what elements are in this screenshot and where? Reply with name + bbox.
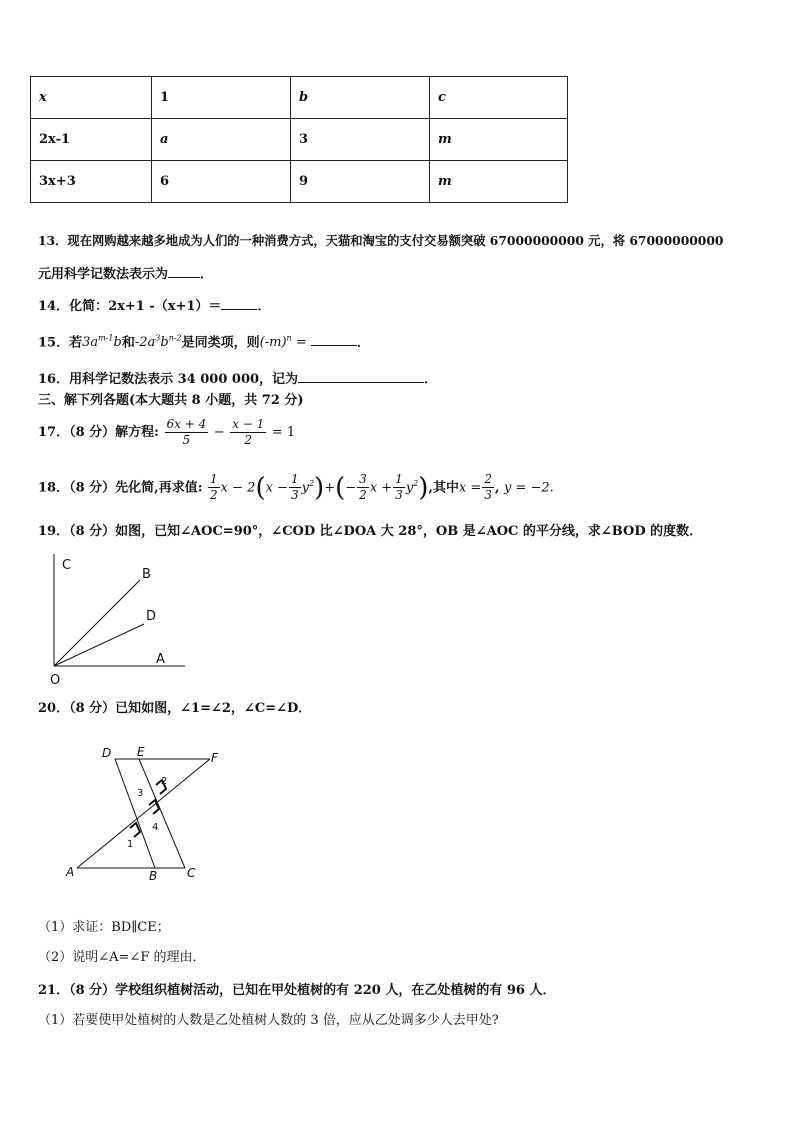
fraction bbox=[393, 472, 405, 503]
fraction bbox=[165, 417, 209, 448]
fraction bbox=[230, 417, 266, 448]
term-2-exp2: n-2 bbox=[168, 334, 182, 343]
close-paren: ) bbox=[314, 472, 325, 503]
question-13-line1: 13．现在网购越来越多地成为人们的一种消费方式，天猫和淘宝的支付交易额突破 67000000000 元，将 67000000000 bbox=[38, 233, 724, 248]
question-19: 19．（8 分）如图，已知∠AOC=90°，∠COD 比∠DOA 大 28°，OB 是∠AOC 的平分线，求∠BOD 的度数． bbox=[38, 524, 703, 539]
angle-label-4: 4 bbox=[152, 822, 159, 833]
table-cell: 3 bbox=[291, 119, 430, 161]
y-value: y = −2. bbox=[504, 480, 554, 496]
fraction-numerator: 2 bbox=[484, 472, 492, 487]
fraction-numerator: 1 bbox=[290, 472, 299, 487]
angle-label-3: 3 bbox=[137, 788, 144, 799]
x-value-lhs: x = bbox=[458, 480, 482, 496]
label-d: D bbox=[102, 746, 112, 760]
fraction bbox=[289, 472, 301, 503]
answer-blank[interactable] bbox=[221, 295, 257, 310]
angle-figure bbox=[40, 548, 190, 688]
expression-base: (-m) bbox=[259, 335, 287, 351]
fraction bbox=[482, 472, 494, 503]
right-angle-mark-1 bbox=[130, 823, 140, 837]
fraction-numerator: 6x + 4 bbox=[166, 417, 207, 431]
where-text: ,其中 bbox=[428, 480, 459, 496]
label-b: B bbox=[142, 567, 151, 582]
line-db bbox=[115, 759, 155, 868]
question-14-text: 14．化简：2x+1 -（x+1）＝ bbox=[38, 299, 222, 314]
section-3-title: 三、解下列各题(本大题共 8 小题，共 72 分) bbox=[38, 393, 304, 408]
line-af bbox=[77, 759, 210, 868]
open-paren: ( bbox=[255, 472, 266, 503]
table-cell: b bbox=[291, 77, 430, 119]
plus-sign: + bbox=[324, 480, 336, 496]
angle-label-1: 1 bbox=[127, 839, 134, 850]
exponent: 2 bbox=[413, 479, 419, 488]
term-1-tail: b bbox=[113, 335, 122, 351]
question-14-end: ． bbox=[257, 299, 271, 314]
question-17-label: 17．（8 分）解方程: bbox=[38, 425, 159, 440]
term-1-exp: m-1 bbox=[98, 334, 114, 343]
fraction-denominator: 2 bbox=[244, 433, 253, 447]
term: x − bbox=[265, 480, 288, 496]
label-e: E bbox=[137, 745, 145, 759]
table-cell: m bbox=[430, 161, 568, 203]
question-14 bbox=[38, 295, 270, 316]
answer-blank[interactable] bbox=[311, 331, 357, 346]
question-18-label: 18．（8 分）先化简,再求值: bbox=[38, 480, 203, 496]
fraction-denominator: 3 bbox=[290, 488, 299, 503]
equation-rhs: = 1 bbox=[271, 425, 296, 440]
fraction-denominator: 5 bbox=[182, 433, 191, 447]
angle-label-2: 2 bbox=[161, 776, 168, 787]
table-cell: m bbox=[430, 119, 568, 161]
table-cell: 1 bbox=[152, 77, 291, 119]
table-cell: 9 bbox=[291, 161, 430, 203]
term: x − 2 bbox=[220, 480, 256, 496]
label-b: B bbox=[149, 869, 158, 883]
question-15-and: 和 bbox=[121, 335, 135, 351]
question-13-end: ． bbox=[200, 267, 214, 282]
question-13-text: 元用科学记数法表示为 bbox=[38, 267, 169, 282]
minus-sign: − bbox=[345, 480, 357, 496]
variable-y: y bbox=[301, 480, 309, 496]
term-2 bbox=[135, 335, 182, 350]
table-cell: 6 bbox=[152, 161, 291, 203]
question-18: 18．（8 分）先化简,再求值: $\frac{1}{2}$ x − 2(x − $\frac{1}{3}$ $y^2)+(-$ $\frac{3}{2}$ x + $\frac{1}{3}$ $y^2$),其中x = $\frac{2}{3}$ , y = −2. bbox=[38, 472, 554, 503]
expression-exp: n bbox=[286, 334, 292, 343]
fraction-numerator: 1 bbox=[210, 472, 218, 487]
expression bbox=[260, 335, 311, 350]
table-cell: 2x-1 bbox=[31, 119, 152, 161]
term-2-base: -2a bbox=[134, 335, 156, 351]
label-c: C bbox=[187, 866, 196, 880]
question-16-end: ． bbox=[424, 372, 438, 387]
question-20: 20．（8 分）已知如图，∠1=∠2，∠C=∠D． bbox=[38, 701, 312, 716]
label-f: F bbox=[211, 751, 218, 765]
table-cell: a bbox=[152, 119, 291, 161]
label-c: C bbox=[62, 558, 72, 573]
term-2-exp: 3 bbox=[155, 334, 161, 343]
minus-sign: − bbox=[213, 425, 225, 440]
exponent: 2 bbox=[308, 479, 315, 488]
fraction bbox=[357, 472, 369, 503]
table-row bbox=[31, 119, 568, 161]
question-16 bbox=[38, 368, 437, 389]
table-row bbox=[31, 77, 568, 119]
label-d: D bbox=[146, 609, 157, 624]
ray-ob bbox=[54, 580, 140, 666]
ray-od bbox=[54, 624, 144, 666]
label-a: A bbox=[156, 652, 165, 667]
fraction-numerator: x − 1 bbox=[232, 417, 265, 431]
term-1-base: 3a bbox=[82, 335, 99, 351]
label-o: O bbox=[50, 673, 61, 688]
fraction-denominator: 3 bbox=[395, 488, 403, 503]
expression-equals: = bbox=[291, 335, 311, 351]
question-15-prefix: 15．若 bbox=[38, 335, 83, 351]
question-13-line2 bbox=[38, 263, 213, 284]
table-cell: x bbox=[31, 77, 152, 119]
term-2-mid: b bbox=[160, 335, 169, 351]
question-15-end: ． bbox=[356, 335, 370, 351]
fraction-denominator: 3 bbox=[484, 488, 492, 503]
table-cell: 3x+3 bbox=[31, 161, 152, 203]
close-paren: ) bbox=[418, 472, 429, 503]
term-1 bbox=[82, 335, 122, 350]
fraction bbox=[208, 472, 220, 503]
fraction-numerator: 1 bbox=[395, 472, 403, 487]
fraction-numerator: 3 bbox=[359, 472, 367, 487]
question-21-part-1: （1）若要使甲处植树的人数是乙处植树人数的 3 倍，应从乙处调多少人去甲处? bbox=[38, 1013, 499, 1028]
question-20-part-1: （1）求证：BD∥CE； bbox=[38, 920, 170, 935]
variable-y: y bbox=[405, 480, 414, 496]
question-20-part-2: （2）说明∠A=∠F 的理由． bbox=[38, 950, 206, 965]
question-21: 21．（8 分）学校组织植树活动，已知在甲处植树的有 220 人，在乙处植树的有 96 人． bbox=[38, 983, 556, 998]
table-cell: c bbox=[430, 77, 568, 119]
term: x + bbox=[369, 480, 393, 496]
answer-blank[interactable] bbox=[168, 263, 200, 278]
question-15 bbox=[38, 330, 370, 352]
value-table bbox=[30, 76, 568, 203]
open-paren: ( bbox=[335, 472, 346, 503]
table-row bbox=[31, 161, 568, 203]
question-15-suffix: 是同类项，则 bbox=[181, 335, 260, 351]
fraction-denominator: 2 bbox=[210, 488, 218, 503]
parallel-lines-figure bbox=[60, 740, 235, 885]
question-16-text: 16．用科学记数法表示 34 000 000，记为 bbox=[38, 372, 299, 387]
fraction-denominator: 2 bbox=[359, 488, 367, 503]
question-17 bbox=[38, 414, 295, 452]
answer-blank[interactable] bbox=[298, 368, 424, 383]
label-a: A bbox=[66, 865, 75, 879]
